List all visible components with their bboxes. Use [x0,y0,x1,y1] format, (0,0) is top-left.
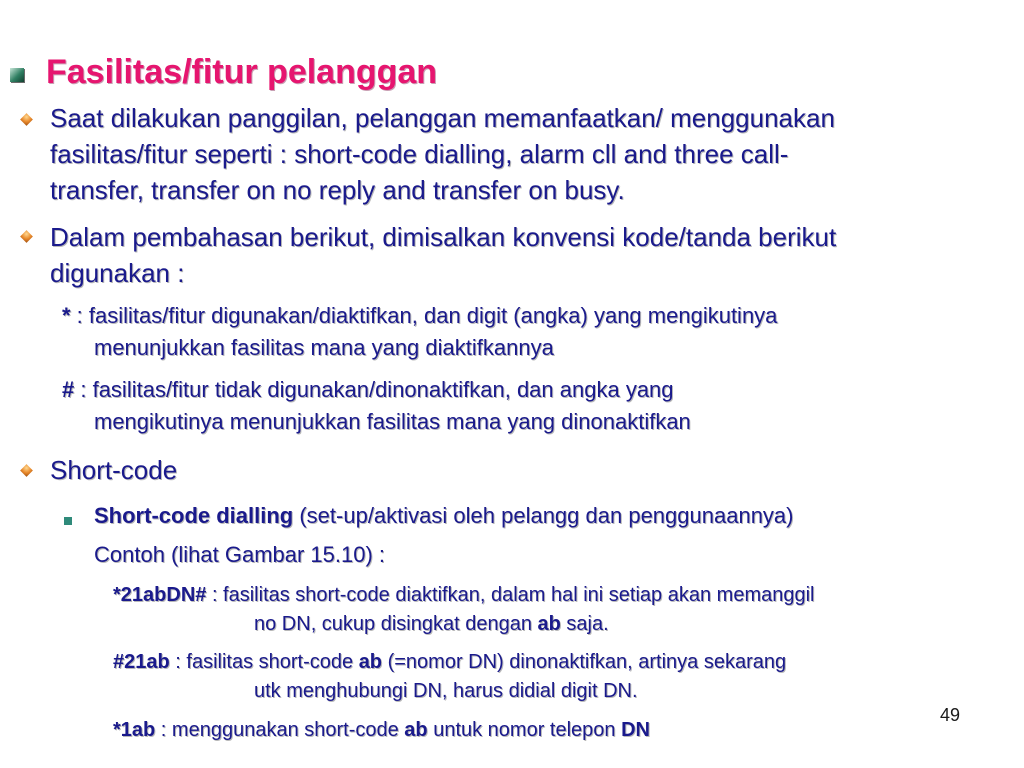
example-3-text-c: untuk nomor telepon [427,719,622,741]
example-1 [113,581,1018,639]
example-2-text-1c: (=nomor DN) dinonaktifkan, artinya sekarang [382,651,787,673]
sub-bullet-line-1 [94,500,1014,532]
bullet-2 [50,219,1010,291]
square-bullet-icon [10,68,24,82]
example-1-ab: ab [537,613,561,635]
hash-rule-line-1 [62,374,1002,406]
example-1-text-2a: no DN, cukup disingkat dengan [254,613,538,635]
bullet-3-label: Short-code [50,455,178,485]
hash-symbol: # [62,377,75,402]
bullet-1-line-3: transfer, transfer on no reply and transfer on busy. [50,175,625,205]
example-1-line-2 [113,610,1018,639]
example-3-code: *1ab [113,719,156,741]
star-symbol: * [62,303,71,328]
example-1-code: *21abDN# [113,584,207,606]
example-2-code: #21ab [113,651,170,673]
hash-rule-line-2: mengikutinya menunjukkan fasilitas mana yang dinonaktifkan [94,409,691,434]
page-number: 49 [940,705,961,725]
example-2 [113,648,1018,706]
diamond-bullet-icon [20,230,33,243]
example-3 [113,716,953,745]
short-code-dialling-term: Short-code dialling [94,503,294,528]
star-rule-text: : fasilitas/fitur digunakan/diaktifkan, dan digit (angka) yang mengikutinya [70,303,778,328]
slide-title: Fasilitas/fitur pelanggan [46,52,438,91]
title-row [10,52,437,92]
example-2-line-2: utk menghubungi DN, harus didial digit DN. [254,680,638,702]
example-2-text-1a: : fasilitas short-code [169,651,359,673]
bullet-2-line-1: Dalam pembahasan berikut, dimisalkan konvensi kode/tanda berikut [50,222,837,252]
diamond-bullet-icon [20,464,33,477]
example-2-line-1 [113,648,1018,677]
example-heading: Contoh (lihat Gambar 15.10) : [94,542,386,567]
bullet-2-line-2: digunakan : [50,258,185,288]
example-2-ab: ab [358,651,383,673]
hash-rule [62,374,1002,438]
example-3-text-a: : menggunakan short-code [155,719,405,741]
example-1-text-2c: saja. [560,613,609,635]
example-1-line-1 [113,581,1018,610]
sub-bullet-short-code-dialling [94,500,1014,571]
star-rule-line-1 [62,300,1002,332]
sub-bullet-rest: (set-up/aktivasi oleh pelangg dan penggunaannya) [293,503,794,528]
bullet-1-line-2: fasilitas/fitur seperti : short-code dialling, alarm cll and three call- [50,139,789,169]
star-rule-line-2: menunjukkan fasilitas mana yang diaktifkannya [94,335,554,360]
example-1-text: : fasilitas short-code diaktifkan, dalam hal ini setiap akan memanggil [206,584,815,606]
hash-rule-text: : fasilitas/fitur tidak digunakan/dinonaktifkan, dan angka yang [74,377,674,402]
example-3-dn: DN [621,719,650,741]
bullet-1-line-1: Saat dilakukan panggilan, pelanggan memanfaatkan/ menggunakan [50,103,835,133]
example-3-line-1 [113,716,953,745]
example-3-ab: ab [404,719,428,741]
bullet-3 [50,452,177,488]
diamond-bullet-icon [20,113,33,126]
square-sub-bullet-icon [64,517,72,525]
star-rule [62,300,1002,364]
bullet-1 [50,100,1010,208]
